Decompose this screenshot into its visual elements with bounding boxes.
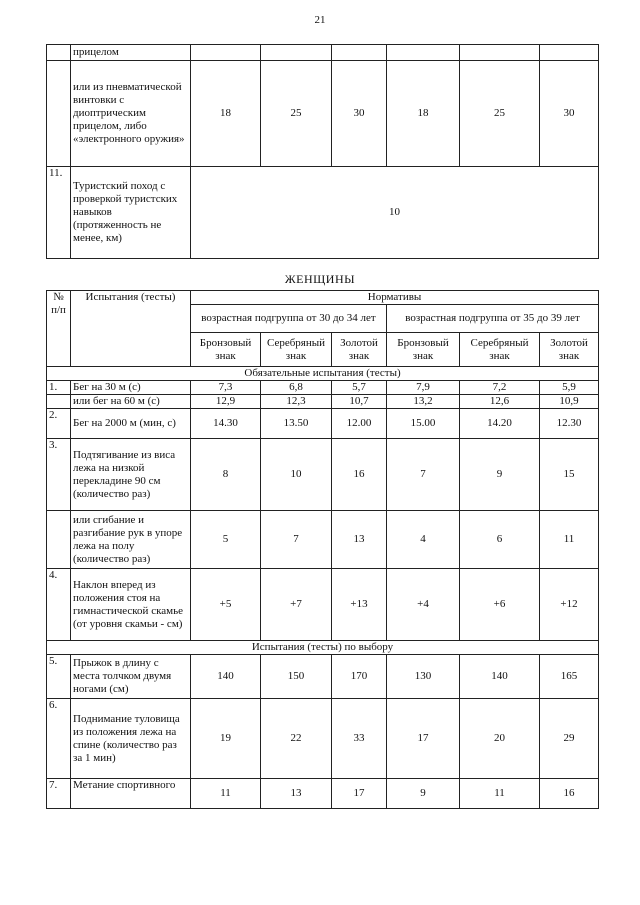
optional-title: Испытания (тесты) по выбору (47, 641, 599, 655)
header-group2: возрастная подгруппа от 35 до 39 лет (387, 305, 599, 333)
table-row: 6. Поднимание туловища из положения лежа на спине (количество раз за 1 мин) 19 22 33 17 20 29 (47, 699, 599, 779)
section-row (47, 641, 599, 655)
norms-table (46, 290, 599, 809)
section-row (47, 367, 599, 381)
table-row (47, 45, 599, 61)
header-norms: Нормативы (191, 291, 599, 305)
table-row: 4. Наклон вперед из положения стоя на гимнастической скамье (от уровня скамьи - см) +5 +7 +13 +4 +6 +12 (47, 569, 599, 641)
table-row: или из пневматической винтовки с диоптрическим прицелом, либо «электронного оружия» 18 25 30 18 25 30 (47, 61, 599, 167)
header-num: № п/п (47, 291, 71, 367)
table-row: 7. Метание спортивного 11 13 17 9 11 16 (47, 779, 599, 809)
header-row: Бронзовый знак Серебряный знак Золотой знак Бронзовый знак Серебряный знак Золотой знак (47, 333, 599, 367)
continuation-table (46, 44, 599, 259)
table-row: 5. Прыжок в длину с места толчком двумя ногами (см) 140 150 170 130 140 165 (47, 655, 599, 699)
test-name: Туристский поход с проверкой туристских навыков (протяженность не менее, км) (71, 167, 191, 259)
table-row: или сгибание и разгибание рук в упоре лежа на полу (количество раз) 5 7 13 4 6 11 (47, 511, 599, 569)
header-tests: Испытания (тесты) (71, 291, 191, 367)
mandatory-title: Обязательные испытания (тесты) (47, 367, 599, 381)
section-title: ЖЕНЩИНЫ (284, 272, 356, 286)
header-row (47, 291, 599, 305)
table-row: 11. Туристский поход с проверкой туристских навыков (протяженность не менее, км) 10 (47, 167, 599, 259)
table-row: 2. Бег на 2000 м (мин, с) 14.30 13.50 12.00 15.00 14.20 12.30 (47, 409, 599, 439)
table-row: 3. Подтягивание из виса лежа на низкой перекладине 90 см (количество раз) 8 10 16 7 9 15 (47, 439, 599, 511)
header-group1: возрастная подгруппа от 30 до 34 лет (191, 305, 387, 333)
test-name: прицелом (71, 45, 191, 61)
page-number: 21 (314, 14, 326, 26)
table-row: 1. Бег на 30 м (с) 7,3 6,8 5,7 7,9 7,2 5,9 (47, 381, 599, 395)
table-row: или бег на 60 м (с) 12,9 12,3 10,7 13,2 12,6 10,9 (47, 395, 599, 409)
test-name: или из пневматической винтовки с диоптрическим прицелом, либо «электронного оружия» (71, 61, 191, 167)
